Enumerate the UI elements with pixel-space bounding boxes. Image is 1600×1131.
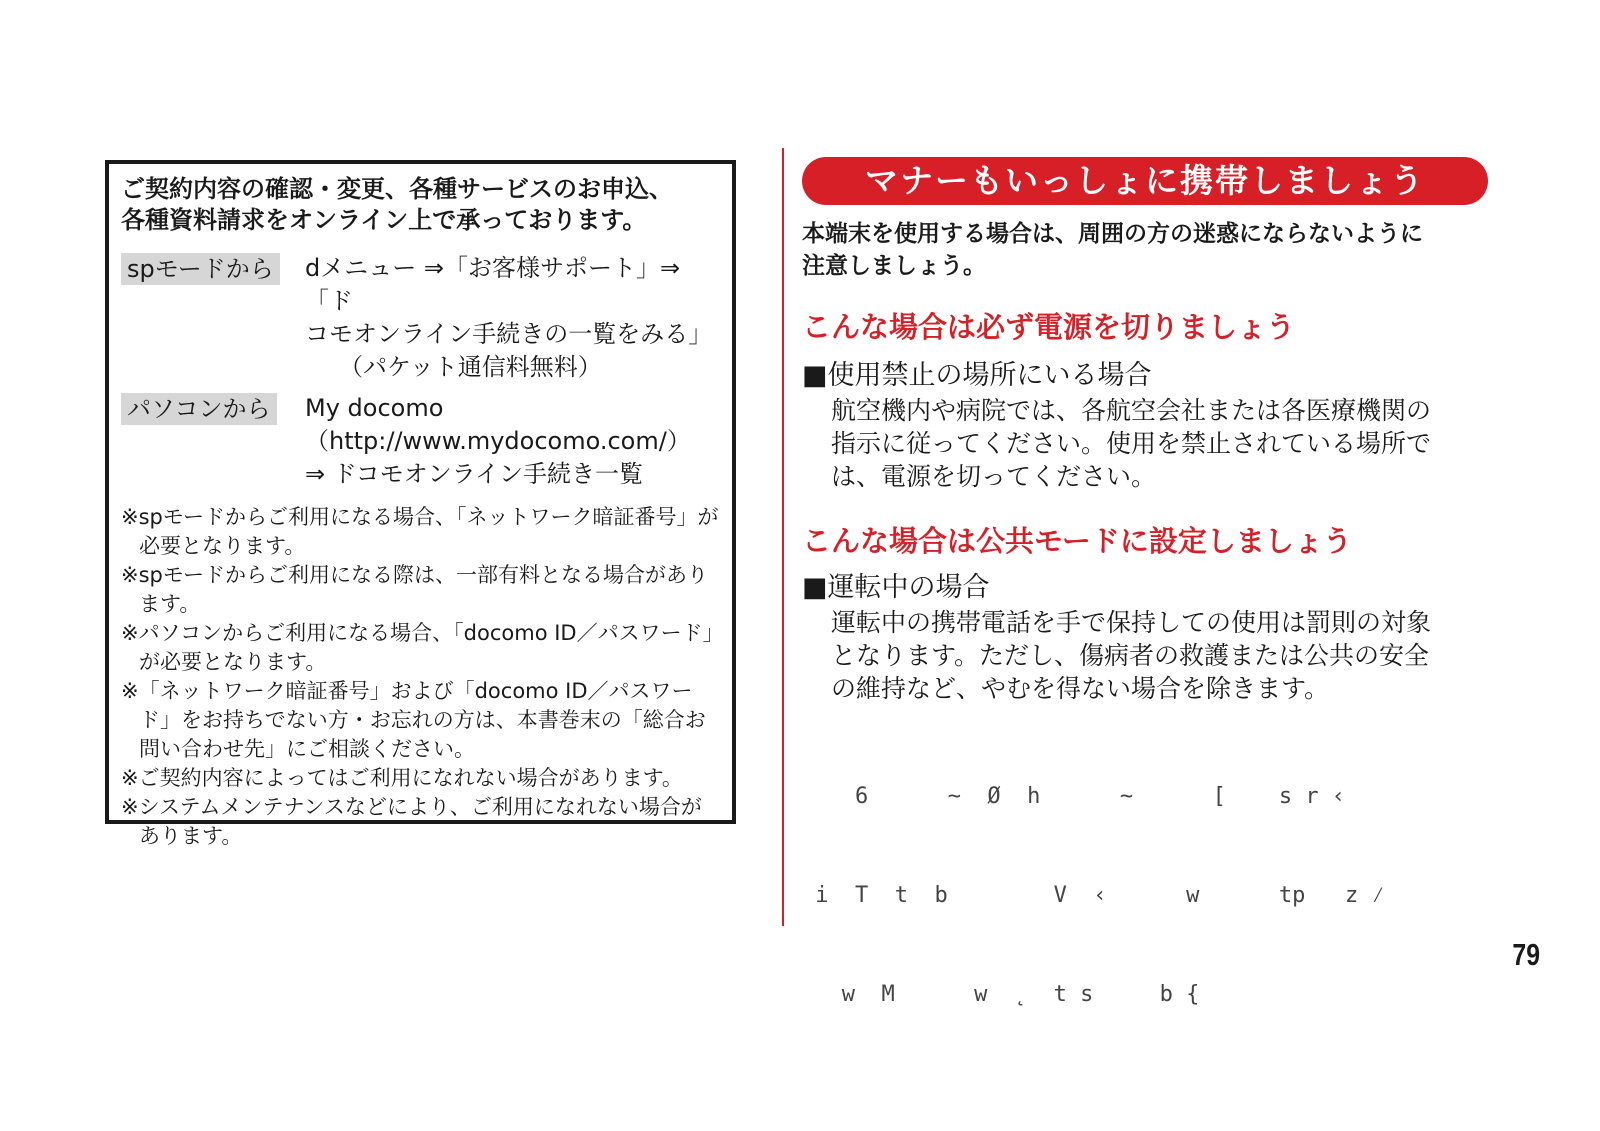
body-line: 指示に従ってください。使用を禁止されている場所で xyxy=(831,429,1432,458)
sub-heading-prohibited-places: ■使用禁止の場所にいる場合 xyxy=(802,360,1152,391)
pc-route-line: My docomo xyxy=(305,394,444,422)
pc-route xyxy=(305,392,720,491)
manner-lead-line: 注意しましょう。 xyxy=(802,253,986,279)
body-line: となります。ただし、傷病者の救護または公共の安全 xyxy=(831,641,1430,670)
sp-mode-route-line: （パケット通信料無料） xyxy=(339,353,602,381)
online-procedures-box xyxy=(105,160,736,848)
body-line: 運転中の携帯電話を手で保持しての使用は罰則の対象 xyxy=(831,608,1432,637)
column-divider xyxy=(782,148,784,926)
note-item: ※パソコンからご利用になる場合、「docomo ID／パスワード」が必要となります。 xyxy=(121,621,714,674)
info-intro-line: ご契約内容の確認・変更、各種サービスのお申込、 xyxy=(121,175,673,203)
pc-access-row xyxy=(121,392,720,491)
page-number: 79 xyxy=(1512,937,1540,972)
pc-label: パソコンから xyxy=(121,393,277,425)
info-intro-line: 各種資料請求をオンライン上で承っております。 xyxy=(121,206,647,234)
body-prohibited-places xyxy=(831,394,1481,493)
manner-banner: マナーもいっしょに携帯しましょう xyxy=(802,157,1488,205)
sp-mode-route-line: dメニュー ⇒「お客様サポート」⇒「ド xyxy=(305,254,681,315)
sp-mode-access-row xyxy=(121,252,720,384)
section-heading-power-off: こんな場合は必ず電源を切りましょう xyxy=(802,310,1296,344)
manner-lead xyxy=(802,218,1492,282)
sp-mode-label: spモードから xyxy=(121,253,280,285)
note-item: ※spモードからご利用になる場合、「ネットワーク暗証番号」が必要となります。 xyxy=(121,505,719,558)
body-line: 航空機内や病院では、各航空会社または各医療機関の xyxy=(831,396,1432,425)
note-item: ※spモードからご利用になる際は、一部有料となる場合があります。 xyxy=(121,563,709,616)
body-driving xyxy=(831,606,1481,705)
garbled-line: i T t b V ‹ w tp z ⁄ xyxy=(802,883,1385,908)
sp-mode-route-line: コモオンライン手続きの一覧をみる」 xyxy=(305,320,713,348)
section-heading-public-mode: こんな場合は公共モードに設定しましょう xyxy=(802,524,1352,558)
pc-route-line: （http://www.mydocomo.com/） xyxy=(305,427,691,455)
garbled-text-block xyxy=(802,714,1592,1077)
body-line: の維持など、やむを得ない場合を除きます。 xyxy=(831,674,1330,703)
garbled-line: w M w ˛ t s b { xyxy=(802,982,1200,1007)
note-item: ※ご契約内容によってはご利用になれない場合があります。 xyxy=(121,766,683,790)
note-item: ※システムメンテナンスなどにより、ご利用になれない場合があります。 xyxy=(121,795,702,848)
body-line: は、電源を切ってください。 xyxy=(831,462,1157,491)
manner-lead-line: 本端末を使用する場合は、周囲の方の迷惑にならないように xyxy=(802,221,1423,247)
notes-list xyxy=(121,503,720,851)
pc-route-line: ⇒ ドコモオンライン手続き一覧 xyxy=(305,460,644,488)
note-item: ※「ネットワーク暗証番号」および「docomo ID／パスワード」をお持ちでない方・お忘れの方は、本書巻末の「総合お問い合わせ先」にご相談ください。 xyxy=(121,679,706,761)
sp-mode-route xyxy=(305,252,720,384)
sub-heading-driving: ■運転中の場合 xyxy=(802,572,990,603)
garbled-line: 6 ~ Ø h ~ [ s r ‹ xyxy=(802,784,1346,809)
info-intro xyxy=(121,174,720,236)
